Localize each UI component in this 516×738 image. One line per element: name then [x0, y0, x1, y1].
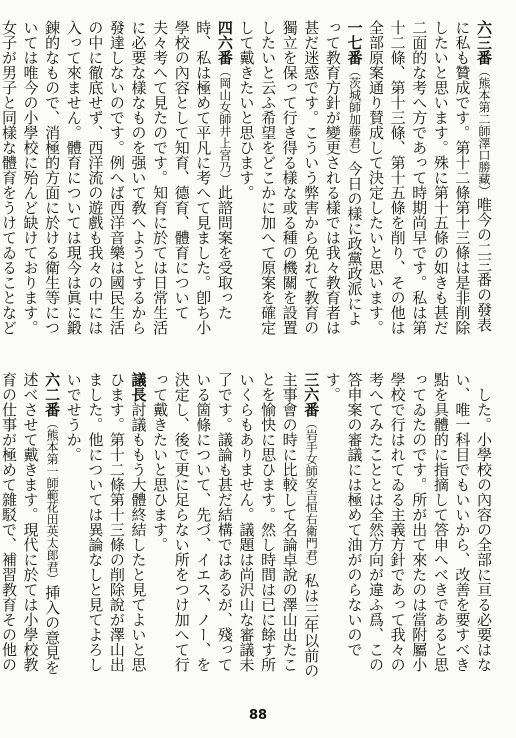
lower-text-block [0, 372, 494, 684]
paragraph-text: 此諮問案を受取った時、私は極めて平凡に考へて見ました。卽ち小學校の內容として知育、德育、體育について夫々考へて見たのです。知育に於ては日常生活に必要な樣なものを强いて敎へようとするから發達しないのです。例へば西洋音樂は國民生活の中に徹底せず、西洋流の遊戲も我々の中には入って來ません。體育については現今は眞に鍛錬的なもので、消極的方面に於ける衛生等については唯今の小學校に殆んど缺けております。女子が男子と同樣な體育をうけてゐることなど [0, 20, 234, 335]
speaker-name: （岩手女師安吉恒右衛門君） [304, 417, 319, 573]
speaker-number: 六三番 [475, 20, 493, 65]
speaker-name: （岡山女師井上宮乃） [217, 65, 232, 185]
speaker-number: 六二番 [43, 372, 62, 417]
paragraph [62, 372, 148, 684]
speaker-name: （熊本第二師澤口勝藏） [477, 65, 491, 197]
paragraph [0, 372, 62, 684]
paragraph [364, 20, 494, 336]
speaker-name: （茨城師加藤君） [347, 65, 362, 161]
paragraph [149, 372, 322, 684]
paragraph-text: 今日の樣に政黨政派によって教育方針が變更される樣では我々教育者は甚だ迷惑です。こういう弊害から免れて教育の獨立を保って行き得る樣な或る種の機關を設置したいと云ふ希望をどこかに加へて原案を確定して戴きたいと思ひます。 [237, 20, 364, 335]
paragraph [321, 372, 494, 684]
speaker-name: （熊本第一師範花田英太郎君） [45, 417, 60, 585]
page-number: 88 [248, 708, 268, 723]
speaker-number: 一七番 [345, 20, 364, 65]
paragraph-text: 挿入の意見を述べさせて戴きます。現代に於ては小學校教育の仕事が極めて雜駁で、補習教育その他の [0, 372, 62, 675]
speaker-number: 四六番 [215, 20, 234, 65]
paragraph [0, 20, 235, 336]
paragraph-text: 唯今の二三番の發表に私も贊成です。第十二條第十三條は是非削除したいと思います。殊に第十五條の如きも甚だ二面的な考へ方であって時期尚早です。私は第十二條、第十三條、第十五條を削り、その他は全部原案通り賛成して決定したいと思います。 [367, 20, 493, 335]
paragraph-text: 私は三年以前の主事會の時に比較して名論卓說の澤山出たことを愉快に思ひます。然し時間は已に餘す所いくらもありません。議題は尚沢山な審議未了です。議論も甚だ結構ではあるが、殘っている箇條について、先づ、イエス、ノー、を決定し、後で更に足らない所をつけ加へて行って戴きたいと思ひます。 [151, 372, 321, 678]
paragraph-text: 討議ももう大體終結したと見てよいと思ひます。第十二條第十三條の削除說が澤山出ました。他については異論なしと見てよろしいでせうか。 [64, 372, 148, 672]
paragraph [235, 20, 365, 336]
speaker-number: 三六番 [302, 372, 321, 417]
paragraph-text: した。小學校の內容の全部に亘る必要はない、唯一科目でもいいから、改善を要すべき點を具體的に指摘して答申へべきであると思ってゐたのです。所が出て來たのは當附屬小學校で行はれてゐる主義方針であって我々の考へてみたこととは全然方向が違ふ爲、この答申案の審議には極めて油がのらないのです。 [323, 372, 493, 672]
upper-text-block [0, 20, 494, 336]
speaker-number: 議長 [129, 372, 148, 402]
